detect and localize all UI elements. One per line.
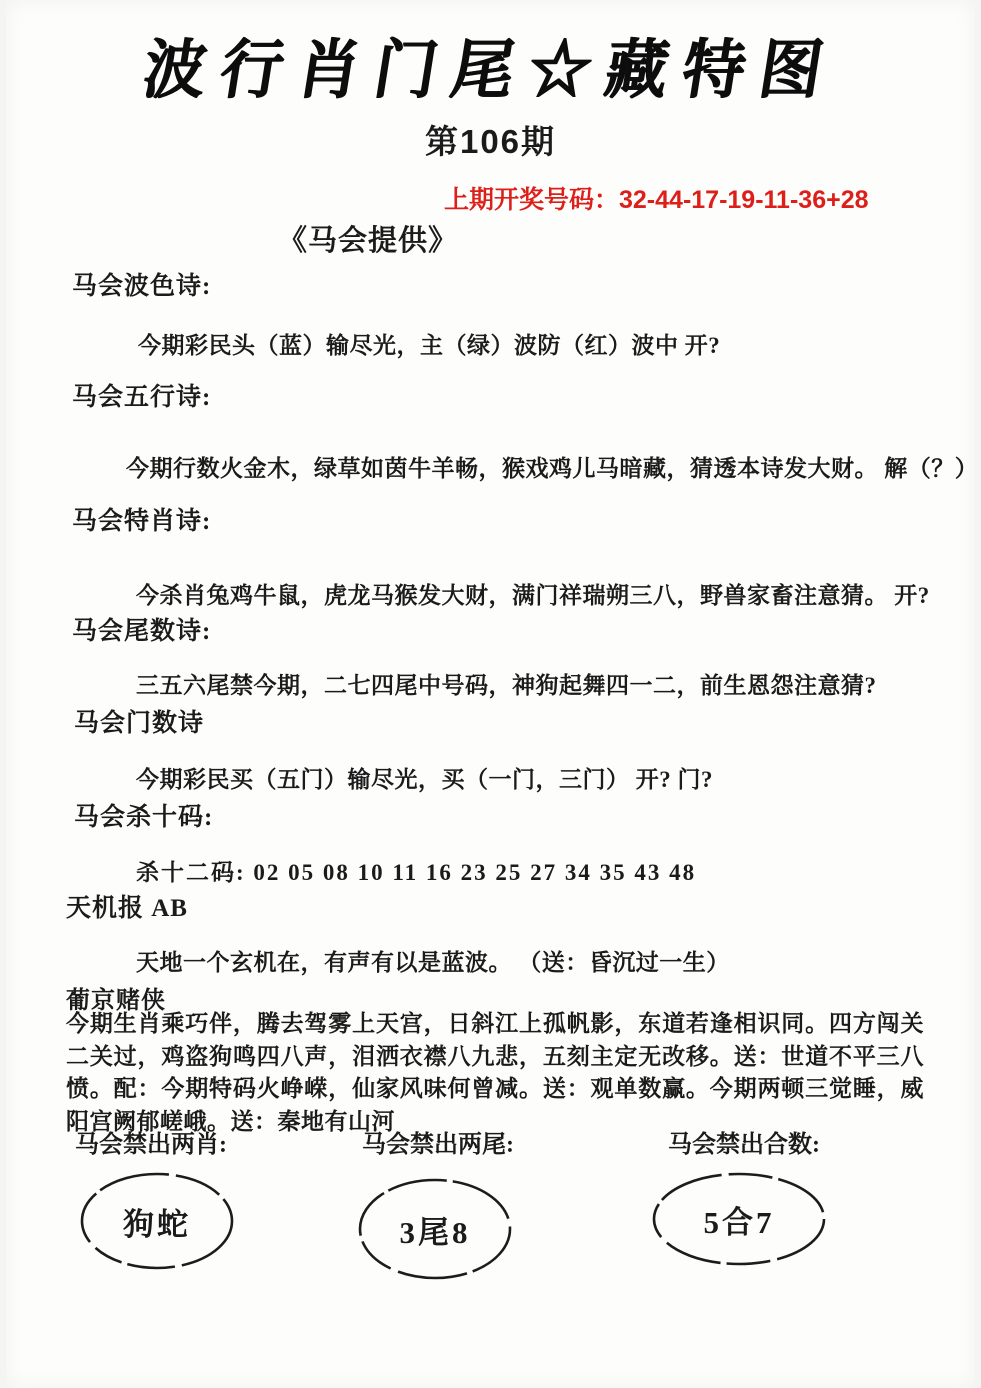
last-draw-numbers: 上期开奖号码：32-44-17-19-11-36+28 <box>444 186 869 214</box>
page-title: 波行肖门尾☆藏特图 <box>137 35 842 107</box>
pujing-paragraph: 今期生肖乘巧伴，腾去驾雾上天宫，日斜江上孤帆影，东道若逢相识同。四方闯关二关过，鸡盗狗鸣四八声，泪洒衣襟八九悲，五刻主定无改移。送：世道不平三八愤。配：今期特码火峥嵘，仙家风味何曾减。送：观单数赢。今期两顿三觉睡，威阳宫阙郁嵯峨。送：秦地有山河 <box>66 1011 924 1134</box>
ban-two-zodiac-label: 马会禁出两肖: <box>75 1132 227 1158</box>
tianji-line: 天地一个玄机在，有声有以是蓝波。 （送：昏沉过一生） <box>136 950 730 975</box>
kill-codes-line: 杀十二码: 02 05 08 10 11 16 23 25 27 34 35 43 48 <box>136 860 697 885</box>
provider-line: 《马会提供》 <box>278 225 459 257</box>
poem-gate-number: 今期彩民买（五门）输尽光，买（一门，三门） 开? 门? <box>136 767 713 792</box>
section-heading-pujing-gambler: 葡京赌侠 <box>66 988 166 1014</box>
section-heading-gate-number-poem: 马会门数诗 <box>74 710 205 737</box>
issue-number: 第106期 <box>424 123 557 160</box>
section-heading-tianji-report: 天机报 AB <box>66 895 188 922</box>
ban-two-tails-oval <box>356 1176 514 1282</box>
scanned-sheet <box>6 0 979 1388</box>
poem-wave-color: 今期彩民头（蓝）输尽光，主（绿）波防（红）波中 开? <box>138 333 721 358</box>
ban-sum-value: 5合7 <box>703 1204 775 1240</box>
ban-two-tails-value: 3尾8 <box>399 1214 471 1250</box>
poem-special-zodiac: 今杀肖兔鸡牛鼠，虎龙马猴发大财，满门祥瑞朔三八，野兽家畜注意猜。 开? <box>136 583 930 608</box>
poem-five-elements: 今期行数火金木，绿草如茵牛羊畅，猴戏鸡儿马暗藏，猜透本诗发大财。 解（？） <box>126 456 979 481</box>
section-heading-special-zodiac-poem: 马会特肖诗: <box>72 508 212 535</box>
section-heading-five-elements-poem: 马会五行诗: <box>72 384 212 411</box>
ban-two-zodiac-value: 狗蛇 <box>123 1206 191 1242</box>
poem-tail-number: 三五六尾禁今期，二七四尾中号码，神狗起舞四一二，前生恩怨注意猜? <box>136 673 877 698</box>
section-heading-wave-color-poem: 马会波色诗: <box>72 273 212 300</box>
ban-sum-label: 马会禁出合数: <box>668 1132 820 1158</box>
ban-sum-oval <box>650 1170 828 1268</box>
section-heading-kill-ten-codes: 马会杀十码: <box>74 804 214 831</box>
ban-two-tails-label: 马会禁出两尾: <box>362 1132 514 1158</box>
ban-two-zodiac-oval <box>78 1170 236 1272</box>
section-heading-tail-number-poem: 马会尾数诗: <box>72 618 212 645</box>
